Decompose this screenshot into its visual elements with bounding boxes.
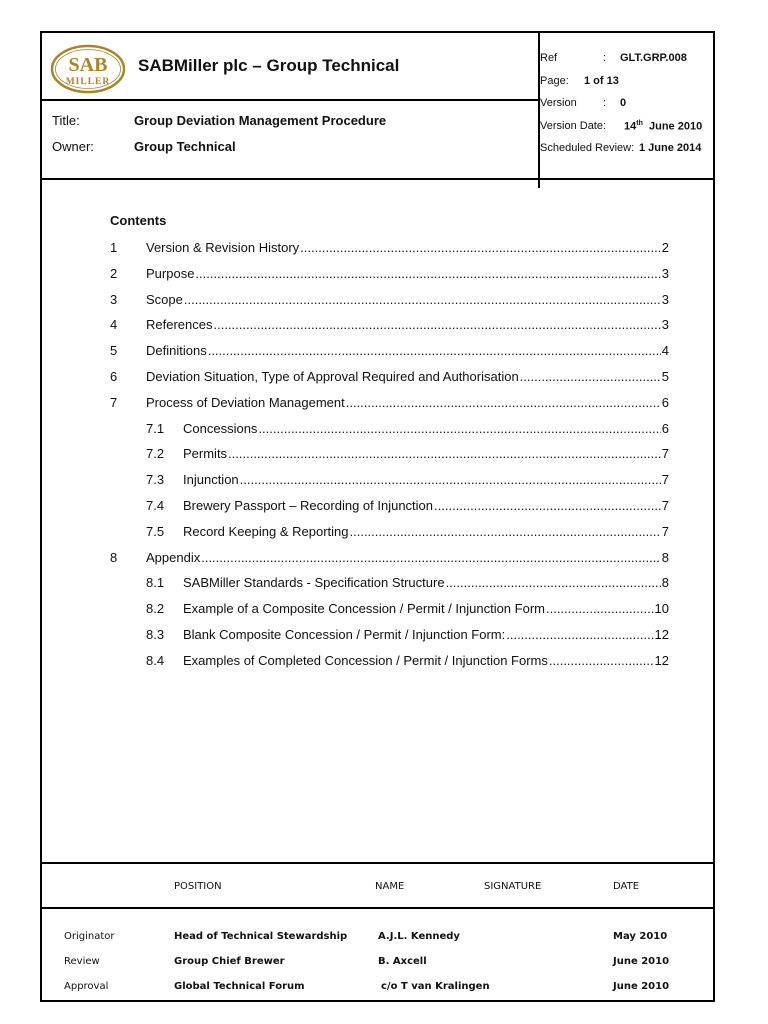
toc-number: 7 bbox=[110, 395, 118, 410]
toc-entry[interactable] bbox=[110, 575, 669, 593]
toc-page-number: 3 bbox=[661, 292, 669, 307]
toc-number: 7.4 bbox=[146, 498, 165, 513]
toc-title: Purpose bbox=[146, 266, 195, 281]
toc-title: Scope bbox=[146, 292, 183, 307]
toc-page-number: 7 bbox=[661, 472, 669, 487]
logo-text-bottom: MILLER bbox=[65, 77, 111, 87]
toc-leader-dots bbox=[201, 550, 661, 565]
toc-title: Example of a Composite Concession / Permit / Injunction Form bbox=[183, 601, 545, 616]
signoff-date: May 2010 bbox=[613, 931, 668, 942]
version-date-sup: th bbox=[636, 120, 643, 127]
toc-leader-dots bbox=[213, 317, 660, 332]
signoff-role: Review bbox=[64, 956, 100, 967]
toc-title: Deviation Situation, Type of Approval Required and Authorisation bbox=[146, 369, 519, 384]
toc-leader-dots bbox=[520, 369, 661, 384]
signoff-name: B. Axcell bbox=[378, 956, 427, 967]
toc-page-number: 12 bbox=[654, 653, 669, 668]
toc-title: Concessions bbox=[183, 421, 258, 436]
toc-entry[interactable] bbox=[110, 627, 669, 645]
toc-entry[interactable] bbox=[110, 266, 669, 284]
signoff-name: c/o T van Kralingen bbox=[381, 981, 490, 992]
toc-entry[interactable] bbox=[110, 240, 669, 258]
toc-title: Brewery Passport – Recording of Injunction bbox=[183, 498, 434, 513]
toc-leader-dots bbox=[434, 498, 661, 513]
signoff-role: Originator bbox=[64, 931, 115, 942]
owner-label: Owner: bbox=[52, 139, 94, 154]
toc-number: 5 bbox=[110, 343, 118, 358]
toc-title: Injunction bbox=[183, 472, 239, 487]
toc-title: References bbox=[146, 317, 213, 332]
toc-entry[interactable] bbox=[110, 653, 669, 671]
signoff-top-rule bbox=[40, 862, 715, 864]
toc-entry[interactable] bbox=[110, 601, 669, 619]
document-owner: Group Technical bbox=[134, 139, 236, 154]
toc-leader-dots bbox=[300, 240, 661, 255]
toc-number: 8.1 bbox=[146, 575, 165, 590]
toc-entry[interactable] bbox=[110, 292, 669, 310]
toc-page-number: 4 bbox=[661, 343, 669, 358]
signoff-role: Approval bbox=[64, 981, 109, 992]
toc-page-number: 6 bbox=[661, 421, 669, 436]
ref-value: GLT.GRP.008 bbox=[620, 52, 687, 64]
toc-number: 3 bbox=[110, 292, 118, 307]
toc-title: Process of Deviation Management bbox=[146, 395, 345, 410]
toc-leader-dots bbox=[184, 292, 661, 307]
toc-entry[interactable] bbox=[110, 446, 669, 464]
toc-number: 8.4 bbox=[146, 653, 165, 668]
col-header-signature: SIGNATURE bbox=[484, 881, 542, 892]
toc-title: Record Keeping & Reporting bbox=[183, 524, 349, 539]
toc-entry[interactable] bbox=[110, 421, 669, 439]
review-value: 1 June 2014 bbox=[639, 142, 702, 154]
page-value: 1 of 13 bbox=[584, 75, 619, 87]
signoff-name: A.J.L. Kennedy bbox=[378, 931, 460, 942]
page-label: Page: bbox=[540, 75, 569, 87]
signoff-date: June 2010 bbox=[613, 981, 670, 992]
toc-page-number: 7 bbox=[661, 498, 669, 513]
toc-entry[interactable] bbox=[110, 369, 669, 387]
toc-number: 4 bbox=[110, 317, 118, 332]
toc-entry[interactable] bbox=[110, 395, 669, 413]
toc-page-number: 12 bbox=[654, 627, 669, 642]
toc-number: 8.2 bbox=[146, 601, 165, 616]
toc-leader-dots bbox=[258, 421, 660, 436]
toc-number: 8 bbox=[110, 550, 118, 565]
toc-leader-dots bbox=[240, 472, 661, 487]
signoff-header-rule bbox=[40, 907, 715, 909]
logo-text-top: SAB bbox=[68, 54, 108, 76]
toc-page-number: 8 bbox=[661, 575, 669, 590]
signoff-position: Group Chief Brewer bbox=[174, 956, 285, 967]
toc-leader-dots bbox=[350, 524, 661, 539]
toc-leader-dots bbox=[208, 343, 661, 358]
toc-entry[interactable] bbox=[110, 524, 669, 542]
document-title: Group Deviation Management Procedure bbox=[134, 113, 387, 128]
toc-page-number: 6 bbox=[661, 395, 669, 410]
toc-number: 2 bbox=[110, 266, 118, 281]
col-header-name: NAME bbox=[375, 881, 405, 892]
toc-leader-dots bbox=[546, 601, 654, 616]
toc-leader-dots bbox=[228, 446, 661, 461]
toc-number: 8.3 bbox=[146, 627, 165, 642]
toc-page-number: 3 bbox=[661, 266, 669, 281]
toc-title: Examples of Completed Concession / Permit / Injunction Forms bbox=[183, 653, 548, 668]
toc-title: Appendix bbox=[146, 550, 201, 565]
toc-title: SABMiller Standards - Specification Structure bbox=[183, 575, 445, 590]
toc-number: 7.5 bbox=[146, 524, 165, 539]
toc-entry[interactable] bbox=[110, 498, 669, 516]
version-date-day: 14 bbox=[624, 120, 637, 133]
toc-entry[interactable] bbox=[110, 472, 669, 490]
contents-heading: Contents bbox=[110, 213, 167, 228]
toc-page-number: 5 bbox=[661, 369, 669, 384]
toc-leader-dots bbox=[549, 653, 654, 668]
toc-page-number: 7 bbox=[661, 524, 669, 539]
signoff-date: June 2010 bbox=[613, 956, 670, 967]
toc-page-number: 2 bbox=[661, 240, 669, 255]
toc-number: 1 bbox=[110, 240, 118, 255]
company-name: SABMiller plc – Group Technical bbox=[138, 56, 400, 75]
version-date-value bbox=[624, 120, 702, 133]
review-label: Scheduled Review: bbox=[540, 142, 635, 154]
ref-label: Ref bbox=[540, 52, 558, 64]
toc-leader-dots bbox=[506, 627, 653, 642]
document-frame bbox=[40, 31, 715, 1002]
signoff-position: Head of Technical Stewardship bbox=[174, 931, 348, 942]
header-divider bbox=[40, 99, 540, 101]
sabmiller-logo bbox=[50, 44, 126, 94]
version-label: Version bbox=[540, 97, 577, 109]
toc-number: 6 bbox=[110, 369, 118, 384]
toc-title: Permits bbox=[183, 446, 228, 461]
toc-number: 7.1 bbox=[146, 421, 165, 436]
toc-entry[interactable] bbox=[110, 317, 669, 335]
version-date-rest: June 2010 bbox=[648, 120, 703, 133]
version-sep: : bbox=[603, 97, 607, 109]
col-header-date: DATE bbox=[613, 881, 640, 892]
ref-sep: : bbox=[603, 52, 607, 64]
toc-leader-dots bbox=[346, 395, 661, 410]
toc-title: Version & Revision History bbox=[146, 240, 300, 255]
title-label: Title: bbox=[52, 113, 80, 128]
toc-page-number: 7 bbox=[661, 446, 669, 461]
toc-page-number: 3 bbox=[661, 317, 669, 332]
toc-leader-dots bbox=[446, 575, 661, 590]
toc-leader-dots bbox=[195, 266, 660, 281]
toc-number: 7.3 bbox=[146, 472, 165, 487]
toc-page-number: 10 bbox=[654, 601, 669, 616]
header-bottom-rule bbox=[40, 178, 715, 180]
toc-entry[interactable] bbox=[110, 550, 669, 568]
version-value: 0 bbox=[620, 97, 627, 109]
toc-page-number: 8 bbox=[661, 550, 669, 565]
toc-number: 7.2 bbox=[146, 446, 165, 461]
version-date-label: Version Date: bbox=[540, 120, 607, 132]
toc-title: Definitions bbox=[146, 343, 207, 358]
col-header-position: POSITION bbox=[174, 881, 222, 892]
toc-entry[interactable] bbox=[110, 343, 669, 361]
toc-title: Blank Composite Concession / Permit / Injunction Form: bbox=[183, 627, 506, 642]
signoff-position: Global Technical Forum bbox=[174, 981, 305, 992]
